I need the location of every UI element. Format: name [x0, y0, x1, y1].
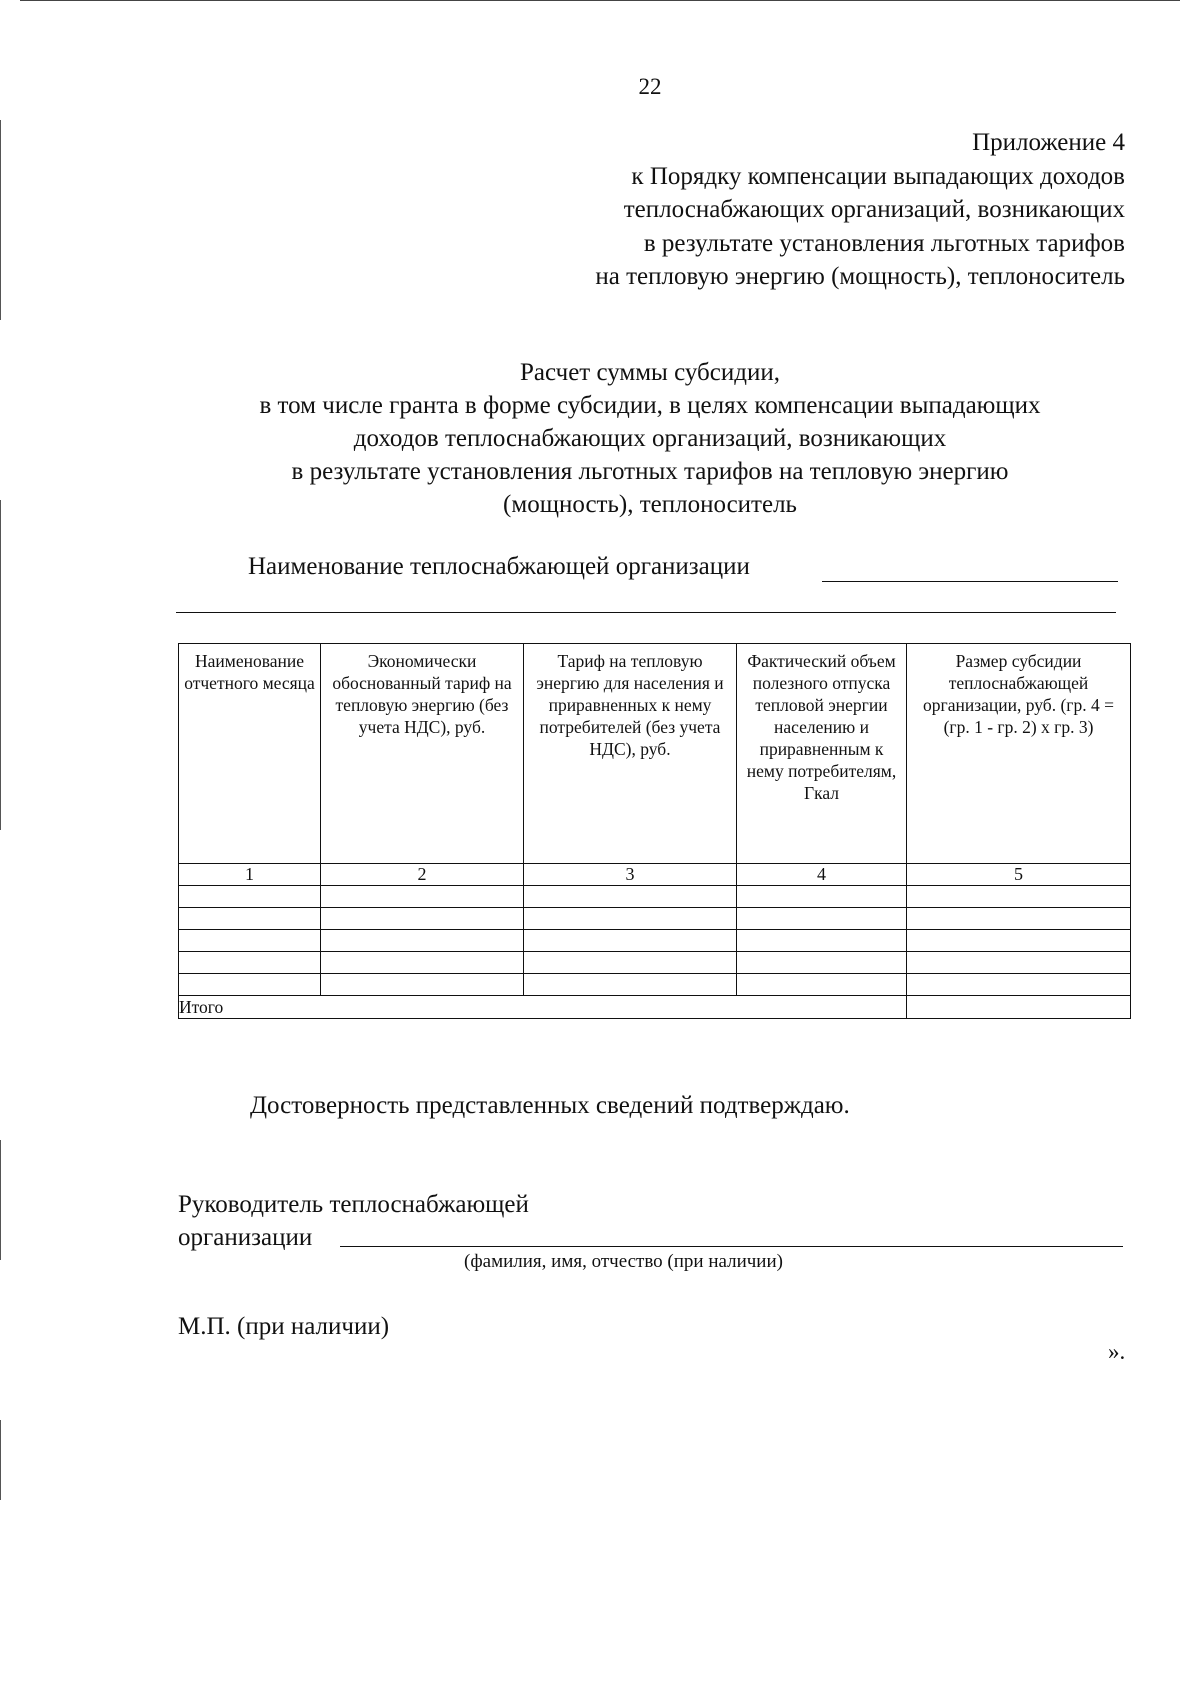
scan-left-edge: [0, 500, 1, 830]
table-cell[interactable]: [737, 974, 907, 996]
table-cell[interactable]: [321, 886, 524, 908]
appendix-line: Приложение 4: [972, 129, 1125, 156]
signature-hint: (фамилия, имя, отчество (при наличии): [464, 1251, 783, 1272]
head-signature-label: [178, 1188, 529, 1254]
table-cell[interactable]: [737, 952, 907, 974]
table-cell[interactable]: [524, 930, 737, 952]
table-cell[interactable]: [179, 930, 321, 952]
table-header-row: [179, 644, 1131, 864]
table-cell[interactable]: [907, 952, 1131, 974]
title-line: Расчет суммы субсидии,: [520, 359, 780, 386]
table-cell[interactable]: [524, 974, 737, 996]
page-number: 22: [638, 74, 662, 99]
column-header: Тариф на тепловую энергию для населения и приравненных к нему потребителей (без учета НДС), руб.: [524, 644, 737, 864]
scan-left-edge: [0, 120, 1, 320]
signature-field[interactable]: [340, 1246, 1123, 1247]
scan-left-edge: [0, 1420, 1, 1500]
table-row: [179, 974, 1131, 996]
title-line: в том числе гранта в форме субсидии, в целях компенсации выпадающих: [259, 392, 1041, 419]
column-number: 3: [524, 864, 737, 886]
table-cell[interactable]: [524, 952, 737, 974]
org-name-field[interactable]: [822, 581, 1118, 582]
table-cell[interactable]: [524, 908, 737, 930]
column-header: Наименование отчетного месяца: [179, 644, 321, 864]
closing-quote-mark: ».: [1108, 1339, 1126, 1364]
table-cell[interactable]: [737, 930, 907, 952]
head-label-line: организации: [178, 1224, 313, 1251]
table-row: [179, 908, 1131, 930]
appendix-line: в результате установления льготных тарифов: [643, 229, 1125, 257]
appendix-line: на тепловую энергию (мощность), теплоноситель: [595, 263, 1125, 290]
table-cell[interactable]: [179, 952, 321, 974]
table-cell[interactable]: [737, 908, 907, 930]
table-cell[interactable]: [179, 908, 321, 930]
total-label: Итого: [179, 996, 907, 1019]
total-row: [179, 996, 1131, 1019]
table-cell[interactable]: [179, 974, 321, 996]
table-cell[interactable]: [524, 886, 737, 908]
column-header: Экономически обоснованный тариф на тепловую энергию (без учета НДС), руб.: [321, 644, 524, 864]
table-cell[interactable]: [321, 974, 524, 996]
table-cell[interactable]: [321, 930, 524, 952]
column-number: 4: [737, 864, 907, 886]
column-number: 5: [907, 864, 1131, 886]
appendix-header: [425, 126, 1125, 294]
title-line: доходов теплоснабжающих организаций, возникающих: [353, 425, 947, 452]
table-cell[interactable]: [907, 974, 1131, 996]
table-row: [179, 930, 1131, 952]
table-cell[interactable]: [321, 908, 524, 930]
column-number: 2: [321, 864, 524, 886]
column-header: Фактический объем полезного отпуска тепловой энергии населению и приравненным к нему потребителям, Гкал: [737, 644, 907, 864]
table-cell[interactable]: [179, 886, 321, 908]
scan-top-edge: [20, 0, 1180, 1]
confirmation-statement: Достоверность представленных сведений подтверждаю.: [250, 1092, 850, 1119]
title-line: в результате установления льготных тарифов на тепловую энергию: [291, 458, 1009, 485]
document-title: [150, 356, 1150, 521]
column-number-row: [179, 864, 1131, 886]
appendix-line: к Порядку компенсации выпадающих доходов: [631, 162, 1125, 190]
table-cell[interactable]: [907, 930, 1131, 952]
title-line: (мощность), теплоноситель: [503, 491, 797, 518]
table-row: [179, 886, 1131, 908]
total-value-cell[interactable]: [907, 996, 1131, 1019]
org-name-label: Наименование теплоснабжающей организации: [248, 553, 750, 580]
column-header: Размер субсидии теплоснабжающей организации, руб. (гр. 4 = (гр. 1 - гр. 2) x гр. 3): [907, 644, 1131, 864]
subsidy-table: [178, 643, 1131, 1019]
org-name-field-continuation[interactable]: [176, 612, 1116, 613]
table-cell[interactable]: [737, 886, 907, 908]
table-cell[interactable]: [907, 908, 1131, 930]
head-label-line: Руководитель теплоснабжающей: [178, 1191, 529, 1218]
column-number: 1: [179, 864, 321, 886]
scan-left-edge: [0, 1140, 1, 1260]
table-cell[interactable]: [321, 952, 524, 974]
table-cell[interactable]: [907, 886, 1131, 908]
appendix-line: теплоснабжающих организаций, возникающих: [623, 196, 1125, 223]
table-row: [179, 952, 1131, 974]
stamp-placeholder: М.П. (при наличии): [178, 1313, 390, 1340]
